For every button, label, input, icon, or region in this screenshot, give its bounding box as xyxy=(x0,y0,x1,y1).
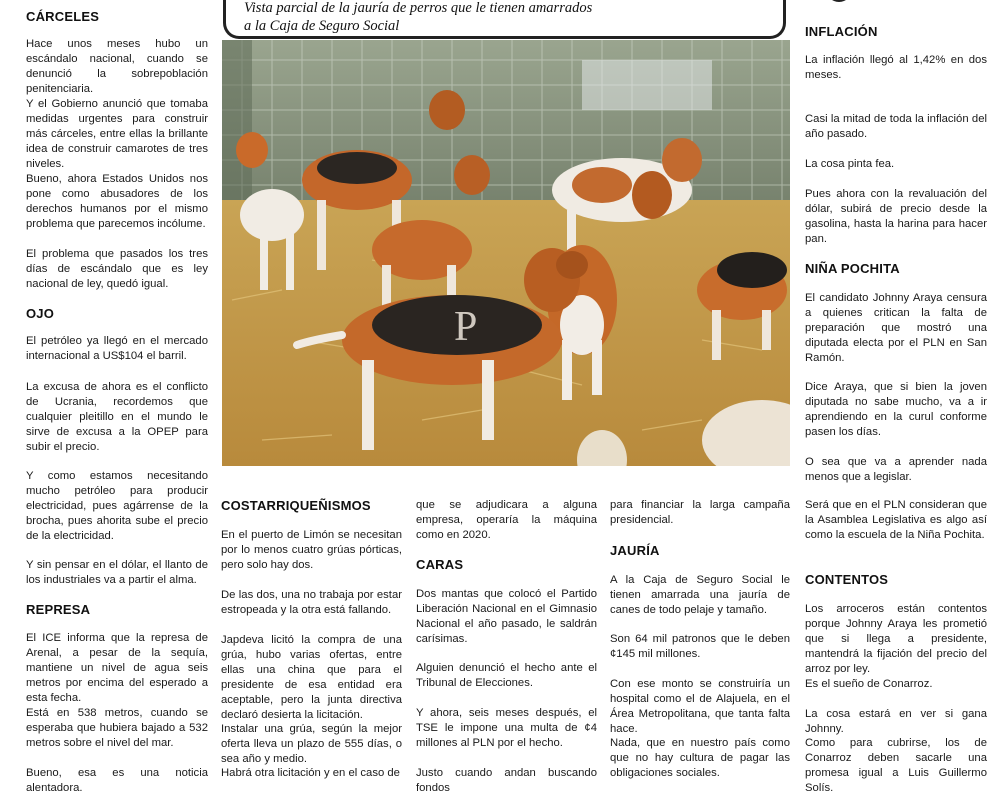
contentos-p3: La cosa estará en ver si gana Johnny. xyxy=(805,708,987,735)
heading-contentos: CONTENTOS xyxy=(805,572,889,587)
ojo-p2: La excusa de ahora es el conflicto de Ucrania, recordemos que cualquier pleitillo en el mundo le sirve de excusa a la OPEP para subir el precio. xyxy=(26,381,208,453)
heading-ojo: OJO xyxy=(26,306,55,321)
costa-p2: De las dos, una no trabaja por estar estropeada y la otra está fallando. xyxy=(221,589,402,616)
ojo-p1: El petróleo ya llegó en el mercado internacional a US$104 el barril. xyxy=(26,335,208,362)
heading-inflacion: INFLACIÓN xyxy=(805,24,878,39)
carceles-p4: El problema que pasados los tres días de escándalo que es ley nacional de ley, quedó igual. xyxy=(26,248,208,290)
carceles-p3: Bueno, ahora Estados Unidos nos pone como abusadores de los derechos humanos por el mismo problema que parecemos incólume. xyxy=(26,173,208,230)
represa-p1: El ICE informa que la represa de Arenal, a pesar de la sequía, mantiene un nivel de agua seis metros por encima del esperado a esta fecha. xyxy=(26,632,208,704)
represa-p2: Está en 538 metros, cuando se esperaba que hubiera bajado a 532 metros sobre el nivel del mar. xyxy=(26,707,208,749)
nina-p1: El candidato Johnny Araya censura a quienes critican la falta de preparación que mostró una diputada electa por el PLN en San Ramón. xyxy=(805,292,987,364)
costa-p5: Habrá otra licitación y en el caso de xyxy=(221,767,400,779)
represa-p3: Bueno, esa es una noticia alentadora. xyxy=(26,767,208,794)
heading-represa: REPRESA xyxy=(26,602,91,617)
heading-carceles: CÁRCELES xyxy=(26,9,100,24)
costa-p3: Japdeva licitó la compra de una grúa, hubo varias ofertas, entre ellas una china que para el presidente de esa entidad era aceptable, pero la junta directiva declaró desierta la licitación. xyxy=(221,634,402,721)
jauria-p3: Con ese monto se construiría un hospital como el de Alajuela, en el Área Metropolitana, que tanta falta hace. xyxy=(610,678,790,735)
col4-continuation: para financiar la larga campaña presidencial. xyxy=(610,499,790,526)
jauria-p4: Nada, que en nuestro país como que no hay cultura de pagar las obligaciones sociales. xyxy=(610,737,790,779)
nina-p2: Dice Araya, que si bien la joven diputada no sabe mucho, va a ir aprendiendo en la curul conforme pasen los días. xyxy=(805,381,987,438)
nina-p3: O sea que va a aprender nada menos que a legislar. xyxy=(805,456,987,483)
costa-p1: En el puerto de Limón se necesitan por lo menos cuatro grúas pórticas, pero solo hay dos. xyxy=(221,529,402,571)
nina-p4: Será que en el PLN consideran que la Asamblea Legislativa es algo así como la escuela de la Niña Pochita. xyxy=(805,499,987,541)
inflacion-p3: La cosa pinta fea. xyxy=(805,158,895,170)
contentos-p2: Es el sueño de Conarroz. xyxy=(805,678,933,690)
ojo-p3: Y como estamos necesitando mucho petróleo para producir electricidad, pues agárrense de la brocha, pues ahorita sube el precio de la electricidad. xyxy=(26,470,208,542)
caras-p1: Dos mantas que colocó el Partido Liberación Nacional en el Gimnasio Nacional el año pasado, le saldrán carísimas. xyxy=(416,588,597,645)
jauria-p1: A la Caja de Seguro Social le tienen amarrada una jauría de canes de todo pelaje y tamaño. xyxy=(610,574,790,616)
inflacion-p1: La inflación llegó al 1,42% en dos meses. xyxy=(805,54,987,81)
col3-continuation: que se adjudicara a alguna empresa, operaría la máquina como en 2020. xyxy=(416,499,597,541)
photo-caption xyxy=(244,0,764,35)
ojo-p4: Y sin pensar en el dólar, el llanto de los industriales va a partir el alma. xyxy=(26,559,208,586)
heading-jauria: JAURÍA xyxy=(610,543,660,558)
caption-line-2: a la Caja de Seguro Social xyxy=(244,18,400,34)
caption-line-1: Vista parcial de la jauría de perros que le tienen amarrados xyxy=(244,0,593,16)
photo-dog-pack xyxy=(222,40,790,466)
inflacion-p2: Casi la mitad de toda la inflación del año pasado. xyxy=(805,113,987,140)
carceles-p2: Y el Gobierno anunció que tomaba medidas urgentes para construir más cárceles, entre ellas la brillante idea de construir camarotes de tres niveles. xyxy=(26,98,208,170)
caras-p2: Alguien denunció el hecho ante el Tribunal de Elecciones. xyxy=(416,662,597,689)
page-corner-ornament xyxy=(826,0,852,2)
caras-p3: Y ahora, seis meses después, el TSE le impone una multa de ¢4 millones al PLN por el hecho. xyxy=(416,707,597,749)
flank-letter: P xyxy=(454,304,478,350)
inflacion-p4: Pues ahora con la revaluación del dólar, subirá de precio desde la gasolina, hasta la harina para hacer pan. xyxy=(805,188,987,245)
carceles-p1: Hace unos meses hubo un escándalo nacional, cuando se denunció la sobrepoblación penitenciaria. xyxy=(26,38,208,95)
costa-p4: Instalar una grúa, según la mejor oferta lleva un plazo de 555 días, o sea año y medio. xyxy=(221,723,402,765)
jauria-p2: Son 64 mil patronos que le deben ¢145 mil millones. xyxy=(610,633,790,660)
contentos-p4: Como para cubrirse, los de Conarroz deben sacarle una promesa igual a Luis Guillermo Solís. xyxy=(805,737,987,794)
heading-nina-pochita: NIÑA POCHITA xyxy=(805,261,900,276)
caras-p4: Justo cuando andan buscando fondos xyxy=(416,767,597,794)
heading-caras: CARAS xyxy=(416,557,464,572)
dog-pack-illustration xyxy=(222,40,790,466)
heading-costarriquenismos: COSTARRIQUEÑISMOS xyxy=(221,498,371,513)
contentos-p1: Los arroceros están contentos porque Johnny Araya les prometió que si llega a presidente, mantendrá la fijación del precio del arroz por ley. xyxy=(805,603,987,675)
